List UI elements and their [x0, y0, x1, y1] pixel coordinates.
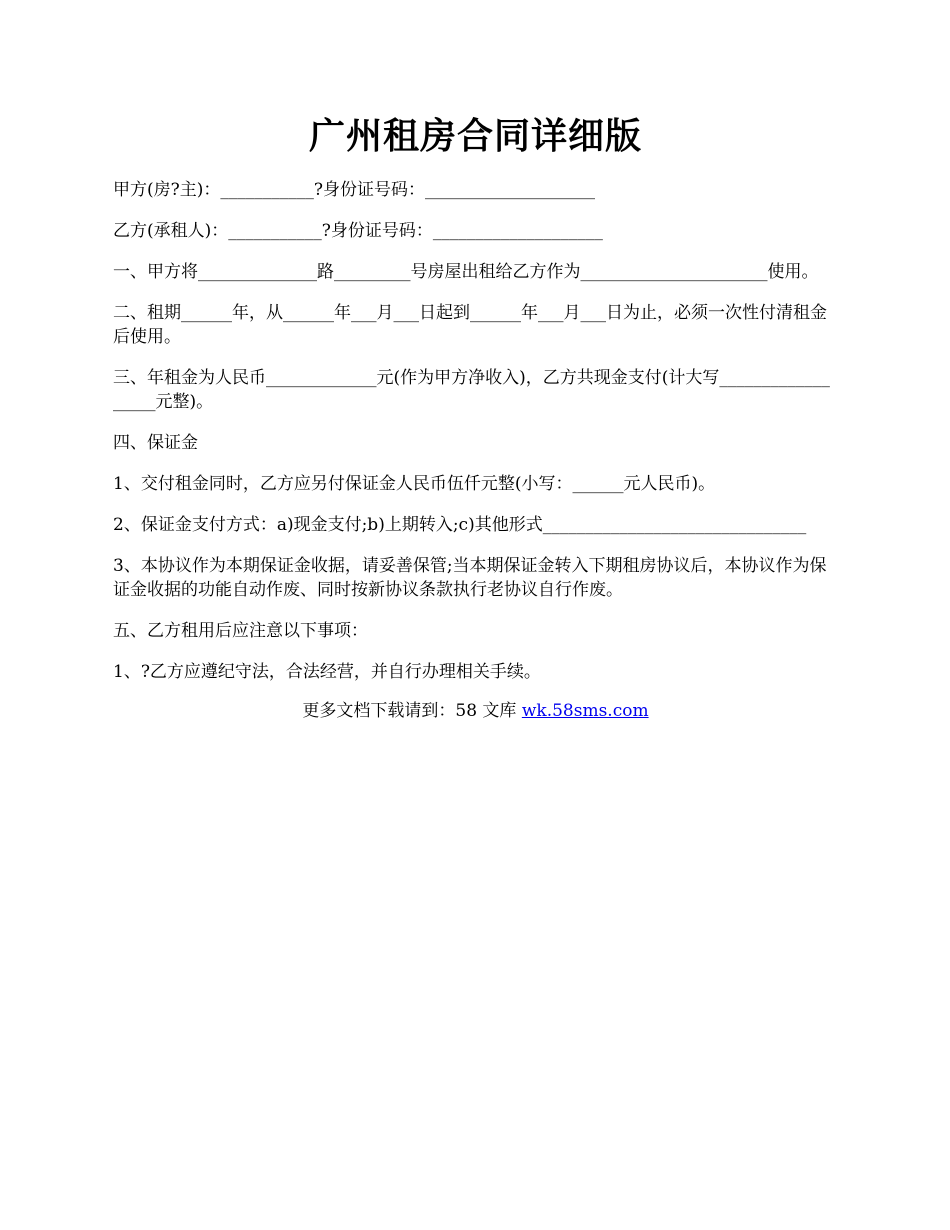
- clause-1-rental-property: 一、甲方将______________路_________号房屋出租给乙方作为______________________使用。: [113, 262, 819, 282]
- deposit-item-3: 3、本协议作为本期保证金收据，请妥善保管;当本期保证金转入下期租房协议后，本协议作为保证金收据的功能自动作废、同时按新协议条款执行老协议自行作废。: [113, 556, 827, 600]
- clause-3-annual-rent: 三、年租金为人民币_____________元(作为甲方净收入)，乙方共现金支付(计大写__________________元整)。: [113, 368, 830, 412]
- clause-4-deposit-heading: 四、保证金: [113, 433, 198, 453]
- deposit-item-2: 2、保证金支付方式：a)现金支付;b)上期转入;c)其他形式_______________________________: [113, 515, 807, 535]
- clause-2-lease-term: 二、租期______年，从______年___月___日起到______年___月___日为止，必须一次性付清租金后使用。: [113, 303, 827, 347]
- party-a-line: 甲方(房?主)：___________?身份证号码：____________________: [113, 180, 595, 200]
- clause-5-heading: 五、乙方租用后应注意以下事项：: [113, 621, 368, 641]
- party-b-line: 乙方(承租人)：___________?身份证号码：____________________: [113, 221, 603, 241]
- footer-link[interactable]: wk.58sms.com: [521, 701, 649, 721]
- footer-prefix: 更多文档下载请到：58 文库: [302, 701, 522, 721]
- notice-item-1: 1、?乙方应遵纪守法，合法经营，并自行办理相关手续。: [113, 662, 541, 682]
- document-title: 广州租房合同详细版: [308, 115, 642, 157]
- deposit-item-1: 1、交付租金同时，乙方应另付保证金人民币伍仟元整(小写：______元人民币)。: [113, 474, 716, 494]
- download-footer: [113, 699, 838, 723]
